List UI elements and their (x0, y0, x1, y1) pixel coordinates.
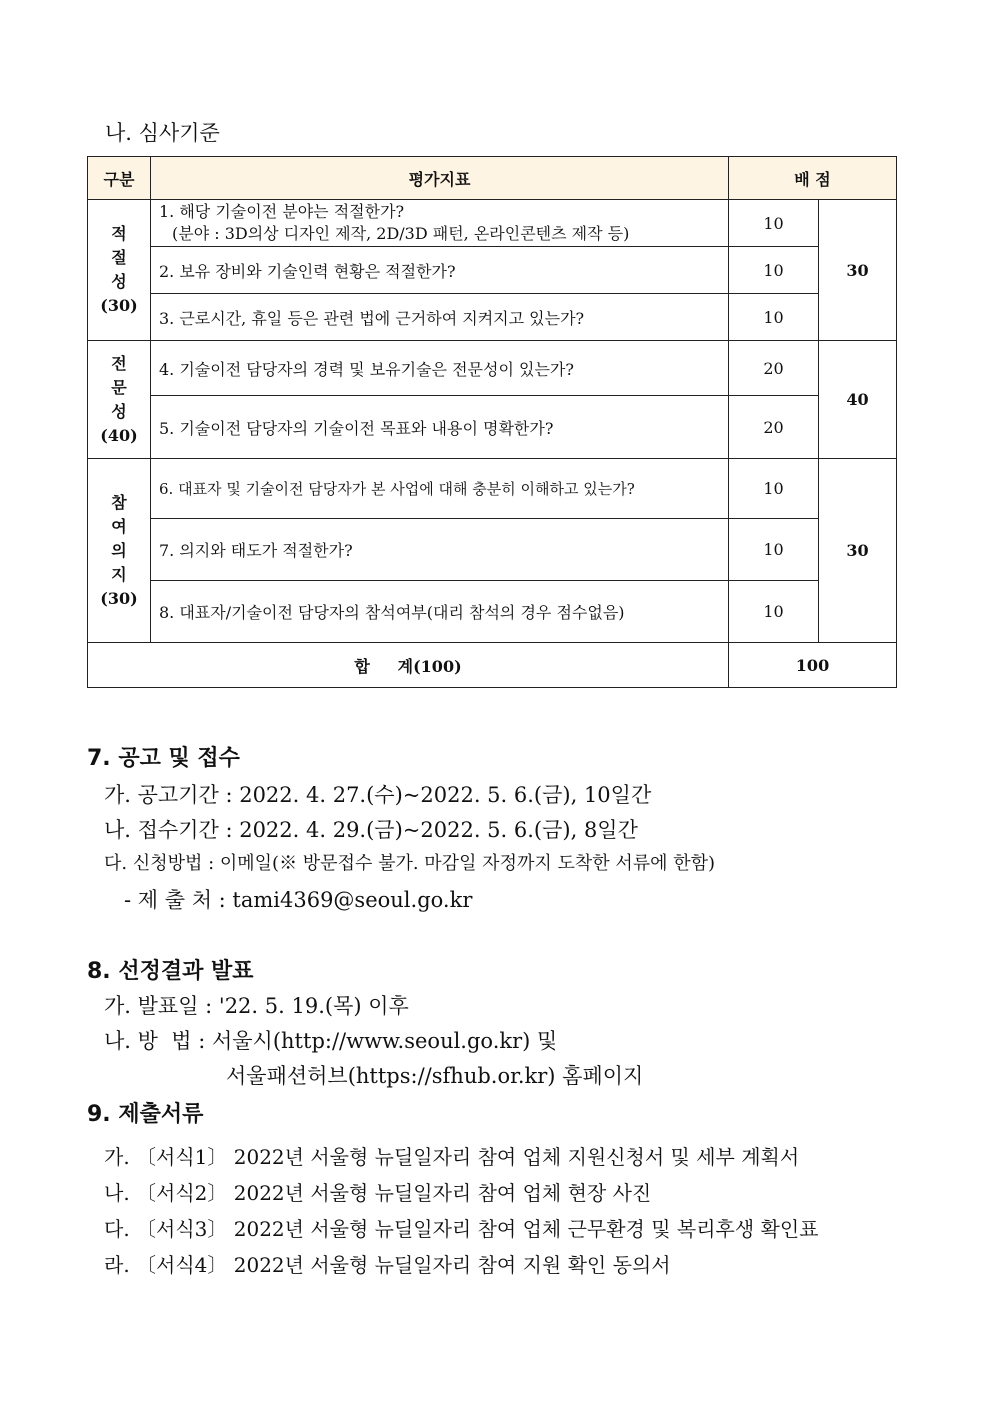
document-item: 나. 〔서식2〕 2022년 서울형 뉴딜일자리 참여 업체 현장 사진 (104, 1181, 652, 1205)
item-score: 20 (729, 396, 819, 459)
category-score: (30) (100, 588, 138, 608)
table-row (88, 519, 897, 581)
category-cell (88, 341, 151, 459)
total-label: 합 계(100) (88, 643, 729, 688)
table-header-row (88, 157, 897, 200)
document-item: 다. 〔서식3〕 2022년 서울형 뉴딜일자리 참여 업체 근무환경 및 복리후생 확인표 (104, 1217, 819, 1241)
announce-date-line: 가. 발표일 : '22. 5. 19.(목) 이후 (104, 994, 409, 1018)
group-subtotal: 30 (819, 459, 897, 643)
category-char: 참 (111, 492, 127, 512)
category-cell (88, 459, 151, 643)
category-score: (30) (100, 296, 138, 315)
section-heading-9: 9. 제출서류 (87, 1102, 204, 1127)
item-score: 10 (729, 581, 819, 643)
category-char: 성 (111, 401, 127, 421)
category-char: 성 (111, 272, 127, 291)
category-char: 문 (111, 377, 127, 397)
document-item: 라. 〔서식4〕 2022년 서울형 뉴딜일자리 참여 지원 확인 동의서 (104, 1253, 671, 1277)
category-char: 여 (111, 516, 127, 536)
indicator-text: 3. 근로시간, 휴일 등은 관련 법에 근거하여 지켜지고 있는가? (151, 294, 729, 341)
application-period-line: 나. 접수기간 : 2022. 4. 29.(금)~2022. 5. 6.(금), 8일간 (104, 818, 638, 842)
total-value: 100 (729, 643, 897, 688)
group-subtotal: 40 (819, 341, 897, 459)
indicator-text: 2. 보유 장비와 기술인력 현황은 적절한가? (151, 247, 729, 294)
category-char: 절 (111, 248, 127, 267)
table-row (88, 200, 897, 247)
criteria-title: 나. 심사기준 (105, 121, 220, 145)
item-score: 10 (729, 247, 819, 294)
indicator-text: 8. 대표자/기술이전 담당자의 참석여부(대리 참석의 경우 점수없음) (151, 581, 729, 643)
category-score: (40) (100, 425, 138, 445)
indicator-text: 6. 대표자 및 기술이전 담당자가 본 사업에 대해 충분히 이해하고 있는가? (151, 459, 729, 519)
header-category: 구분 (88, 157, 151, 200)
section-heading-8: 8. 선정결과 발표 (87, 959, 254, 984)
table-row (88, 459, 897, 519)
header-indicator: 평가지표 (151, 157, 729, 200)
section-heading-7: 7. 공고 및 접수 (87, 746, 240, 771)
category-char: 전 (111, 353, 127, 373)
item-score: 10 (729, 200, 819, 247)
indicator-text: 4. 기술이전 담당자의 경력 및 보유기술은 전문성이 있는가? (151, 341, 729, 396)
table-row (88, 581, 897, 643)
group-subtotal: 30 (819, 200, 897, 341)
indicator-text: 7. 의지와 태도가 적절한가? (151, 519, 729, 581)
indicator-note: (분야 : 3D의상 디자인 제작, 2D/3D 패턴, 온라인콘텐츠 제작 등) (172, 224, 630, 243)
application-method-line: 다. 신청방법 : 이메일(※ 방문접수 불가. 마감일 자정까지 도착한 서류에 한함) (104, 853, 716, 874)
notice-period-line: 가. 공고기간 : 2022. 4. 27.(수)~2022. 5. 6.(금), 10일간 (104, 783, 652, 807)
announce-method-line-2: 서울패션허브(https://sfhub.or.kr) 홈페이지 (226, 1064, 644, 1088)
indicator-cell (151, 200, 729, 247)
indicator-text: 5. 기술이전 담당자의 기술이전 목표와 내용이 명확한가? (151, 396, 729, 459)
indicator-text: 1. 해당 기술이전 분야는 적절한가? (159, 202, 405, 221)
total-row (88, 643, 897, 688)
table-row (88, 396, 897, 459)
item-score: 10 (729, 459, 819, 519)
table-row (88, 247, 897, 294)
item-score: 10 (729, 519, 819, 581)
header-score: 배 점 (729, 157, 897, 200)
category-char: 의 (111, 540, 127, 560)
announce-method-line: 나. 방 법 : 서울시(http://www.seoul.go.kr) 및 (104, 1029, 558, 1053)
submission-email-line: - 제 출 처 : tami4369@seoul.go.kr (124, 888, 473, 912)
item-score: 10 (729, 294, 819, 341)
table-row (88, 294, 897, 341)
category-cell (88, 200, 151, 341)
table-row (88, 341, 897, 396)
evaluation-criteria-table (87, 156, 897, 688)
category-char: 지 (111, 564, 127, 584)
document-item: 가. 〔서식1〕 2022년 서울형 뉴딜일자리 참여 업체 지원신청서 및 세부 계획서 (104, 1145, 800, 1169)
item-score: 20 (729, 341, 819, 396)
category-char: 적 (111, 224, 127, 243)
